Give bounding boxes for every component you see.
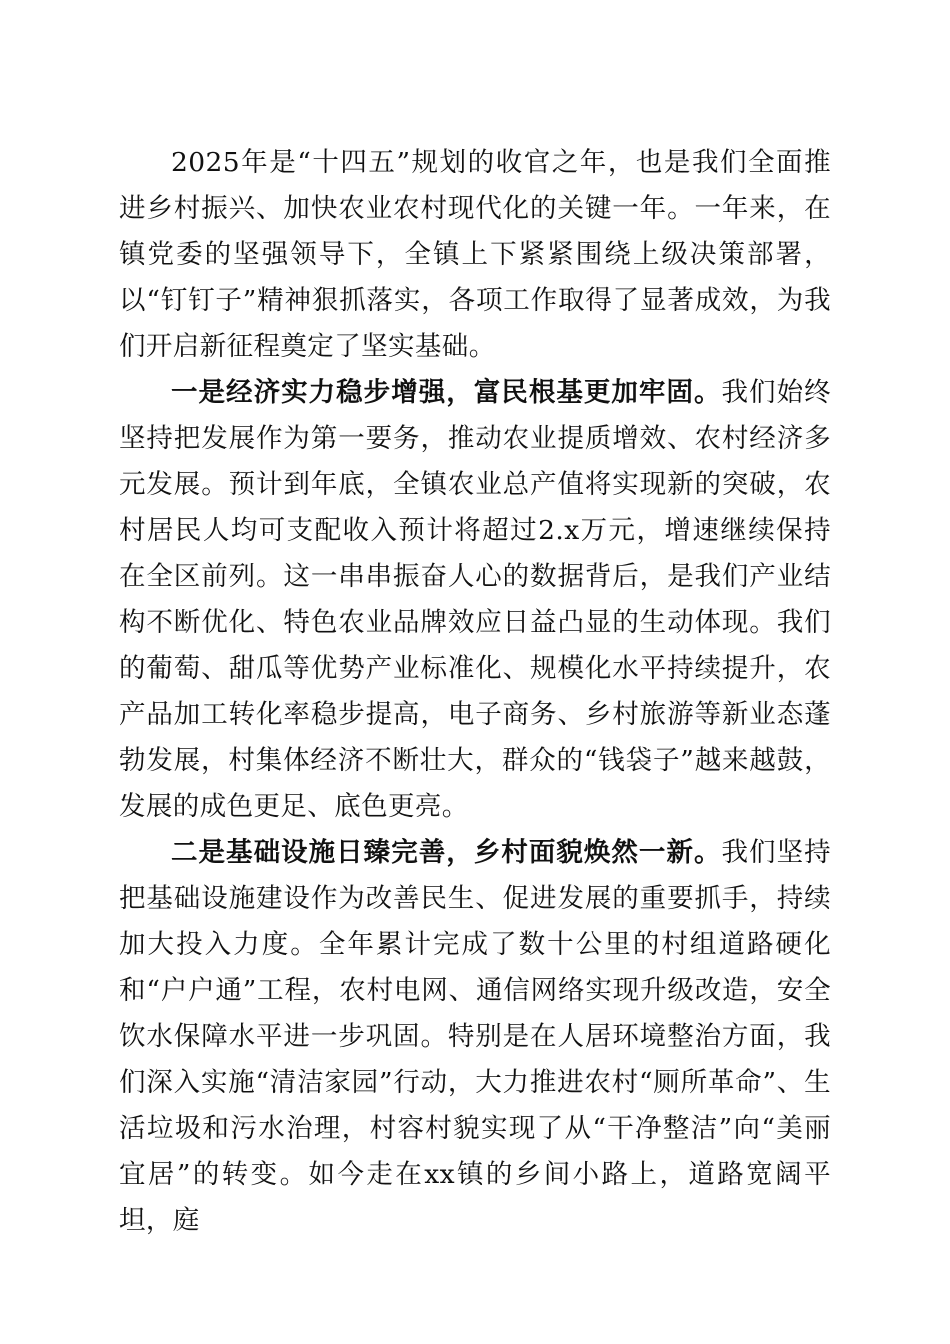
infrastructure-text: 我们坚持把基础设施建设作为改善民生、促进发展的重要抓手，持续加大投入力度。全年累计完成了数十公里的村组道路硬化和“户户通”工程，农村电网、通信网络实现升级改造，安全饮水保障水平进一步巩固。特别是在人居环境整治方面，我们深入实施“清洁家园”行动，大力推进农村“厕所革命”、生活垃圾和污水治理，村容村貌实现了从“干净整洁”向“美丽宜居”的转变。如今走在xx镇的乡间小路上，道路宽阔平坦，庭 bbox=[119, 837, 831, 1236]
infrastructure-heading: 二是基础设施日臻完善，乡村面貌焕然一新。 bbox=[171, 837, 722, 868]
economy-paragraph bbox=[119, 370, 831, 830]
document-body bbox=[119, 140, 831, 1244]
economy-text: 我们始终坚持把发展作为第一要务，推动农业提质增效、农村经济多元发展。预计到年底，全镇农业总产值将实现新的突破，农村居民人均可支配收入预计将超过2.x万元，增速继续保持在全区前列。这一串串振奋人心的数据背后，是我们产业结构不断优化、特色农业品牌效应日益凸显的生动体现。我们的葡萄、甜瓜等优势产业标准化、规模化水平持续提升，农产品加工转化率稳步提高，电子商务、乡村旅游等新业态蓬勃发展，村集体经济不断壮大，群众的“钱袋子”越来越鼓，发展的成色更足、底色更亮。 bbox=[119, 377, 831, 822]
infrastructure-paragraph bbox=[119, 830, 831, 1244]
intro-paragraph bbox=[119, 140, 831, 370]
intro-text: 2025年是“十四五”规划的收官之年，也是我们全面推进乡村振兴、加快农业农村现代化的关键一年。一年来，在镇党委的坚强领导下，全镇上下紧紧围绕上级决策部署，以“钉钉子”精神狠抓落实，各项工作取得了显著成效，为我们开启新征程奠定了坚实基础。 bbox=[119, 147, 831, 362]
economy-heading: 一是经济实力稳步增强，富民根基更加牢固。 bbox=[171, 377, 722, 408]
